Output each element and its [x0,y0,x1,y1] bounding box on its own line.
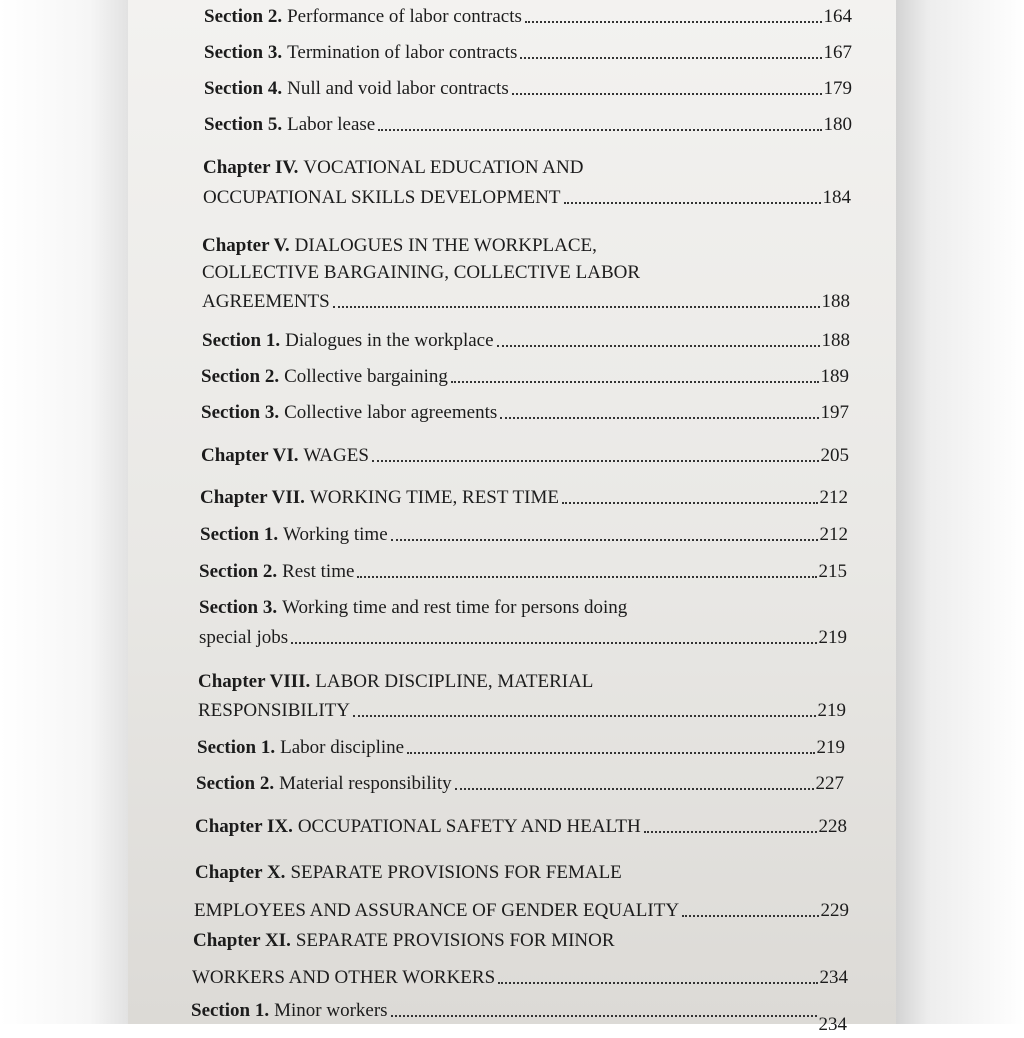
toc-entry-heading [199,594,847,621]
entry-page-number: 219 [816,737,845,758]
toc-entry [204,75,852,102]
entry-page-number: 212 [819,487,848,508]
dot-leader [682,915,818,917]
entry-label: Section 2. [199,561,278,582]
entry-label: Section 4. [204,78,283,99]
entry-page-number: 228 [818,816,847,837]
dot-leader [498,982,817,984]
entry-page-number: 167 [823,42,852,63]
dot-leader [525,21,822,23]
dot-leader [333,306,820,308]
entry-label: Chapter IV. [203,157,299,178]
entry-title-continued: special jobs [199,627,289,648]
entry-label: Section 1. [191,1000,270,1021]
toc-entry-heading [202,232,850,259]
book-page [128,0,896,1035]
toc-entry [192,964,848,991]
entry-page-number: 229 [820,900,849,921]
toc-entry [199,558,847,585]
toc-entry-heading [193,927,848,954]
toc-entry [199,624,847,651]
dot-leader [378,129,821,131]
toc-entry [201,363,849,390]
toc-entry [195,813,847,840]
entry-title: OCCUPATIONAL SAFETY AND HEALTH [297,816,641,837]
entry-label: Section 3. [204,42,283,63]
entry-title-continued: OCCUPATIONAL SKILLS DEVELOPMENT [203,187,561,208]
toc-entry-heading [195,859,847,886]
entry-title: Performance of labor contracts [287,6,522,27]
toc-entry [194,897,849,924]
dot-leader [391,1015,817,1017]
entry-title: Rest time [282,561,355,582]
entry-page-number: 234 [819,967,848,988]
dot-leader [500,417,818,419]
entry-title: Dialogues in the workplace [285,330,494,351]
entry-title-continued: WORKERS AND OTHER WORKERS [192,967,496,988]
entry-page-number: 215 [818,561,847,582]
entry-title: DIALOGUES IN THE WORKPLACE, [294,235,597,256]
toc-entry-heading [203,154,851,181]
dot-leader [520,57,821,59]
entry-label: Section 3. [201,402,280,423]
entry-title: Material responsibility [279,773,452,794]
entry-title: Labor lease [287,114,376,135]
entry-label: Chapter IX. [195,816,293,837]
toc-entry [204,111,852,138]
toc-entry [200,484,848,511]
dot-leader [562,502,818,504]
entry-page-number: 184 [822,187,851,208]
entry-label: Section 2. [204,6,283,27]
entry-page-number: 205 [820,445,849,466]
dot-leader [451,381,819,383]
dot-leader [357,576,816,578]
entry-label: Section 1. [200,524,279,545]
dot-leader [512,93,822,95]
entry-title: Collective bargaining [284,366,448,387]
entry-label: Section 2. [201,366,280,387]
left-background [0,0,128,1024]
entry-page-number: 189 [820,366,849,387]
entry-label: Section 2. [196,773,275,794]
toc-entry [202,288,850,315]
entry-page-number: 188 [821,291,850,312]
entry-title: LABOR DISCIPLINE, MATERIAL [315,671,594,692]
entry-label: Chapter VIII. [198,671,311,692]
dot-leader [407,752,814,754]
entry-label: Chapter VI. [201,445,299,466]
toc-entry-heading [202,259,850,286]
entry-label: Section 1. [202,330,281,351]
toc-entry [204,39,852,66]
entry-page-number: 180 [823,114,852,135]
entry-title: Minor workers [274,1000,388,1021]
dot-leader [291,642,816,644]
toc-entry [201,442,849,469]
dot-leader [391,539,818,541]
dot-leader [497,345,820,347]
toc-entry [204,3,852,30]
entry-title-continued: COLLECTIVE BARGAINING, COLLECTIVE LABOR [202,262,641,283]
entry-title: Collective labor agreements [284,402,498,423]
entry-label: Chapter VII. [200,487,305,508]
toc-entry [196,770,844,797]
entry-page-number: 188 [821,330,850,351]
toc-entry [201,399,849,426]
entry-title: Labor discipline [280,737,405,758]
entry-page-number: 219 [817,700,846,721]
entry-page-number: 219 [818,627,847,648]
dot-leader [455,788,814,790]
entry-title: WAGES [303,445,369,466]
entry-label: Chapter X. [195,862,286,883]
entry-title-continued: RESPONSIBILITY [198,700,351,721]
toc-entry [200,521,848,548]
toc-entry [202,327,850,354]
entry-label: Chapter V. [202,235,290,256]
right-background [896,0,1024,1024]
entry-title: Null and void labor contracts [287,78,509,99]
entry-title-continued: EMPLOYEES AND ASSURANCE OF GENDER EQUALITY [194,900,680,921]
toc-entry [203,184,851,211]
entry-page-number: 197 [820,402,849,423]
dot-leader [644,831,817,833]
entry-label: Section 1. [197,737,276,758]
entry-page-number: 234 [818,1014,847,1035]
entry-title-continued: AGREEMENTS [202,291,330,312]
dot-leader [372,460,819,462]
entry-title: Working time and rest time for persons doing [282,597,628,618]
entry-page-number: 164 [823,6,852,27]
entry-title: Termination of labor contracts [287,42,518,63]
entry-label: Chapter XI. [193,930,291,951]
toc-entry [198,697,846,724]
dot-leader [353,715,815,717]
entry-page-number: 212 [819,524,848,545]
toc-entry [197,734,845,761]
entry-title: Working time [283,524,388,545]
entry-title: SEPARATE PROVISIONS FOR MINOR [295,930,615,951]
toc-entry-heading [198,668,846,695]
entry-title: VOCATIONAL EDUCATION AND [303,157,584,178]
entry-label: Section 5. [204,114,283,135]
entry-page-number: 179 [823,78,852,99]
entry-label: Section 3. [199,597,278,618]
toc-entry [191,997,847,1035]
entry-title: WORKING TIME, REST TIME [309,487,559,508]
dot-leader [564,202,821,204]
entry-title: SEPARATE PROVISIONS FOR FEMALE [290,862,622,883]
entry-page-number: 227 [815,773,844,794]
